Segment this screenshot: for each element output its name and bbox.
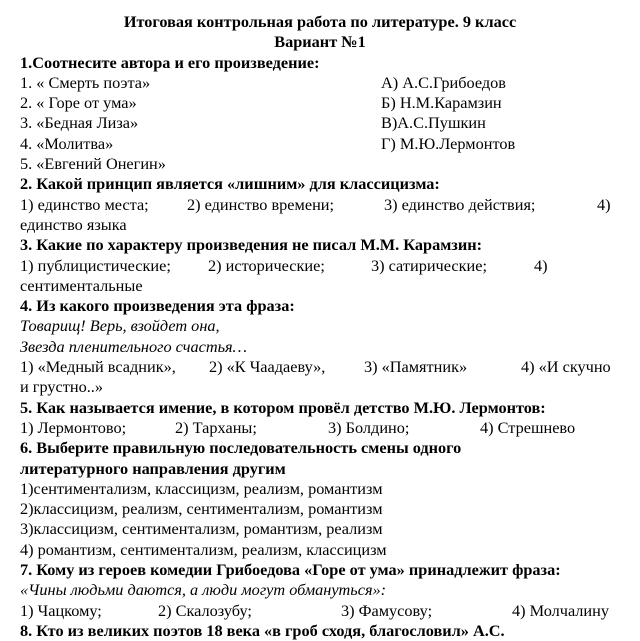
option: 3) Фамусову; xyxy=(341,600,433,620)
option: 4) xyxy=(597,194,611,214)
option: 1)сентиментализм, классицизм, реализм, романтизм xyxy=(20,478,383,498)
option: 4) «И скучно xyxy=(521,357,611,377)
q1-row xyxy=(0,93,640,113)
option: 3) «Памятник» xyxy=(364,357,468,377)
question-8: 8. Кто из великих поэтов 18 века «в гроб сходя, благословил» А.С. xyxy=(20,620,505,640)
q1-author: Б) Н.М.Карамзин xyxy=(381,93,502,113)
question-3: 3. Какие по характеру произведения не писал М.М. Карамзин: xyxy=(20,235,483,255)
option: 3)классицизм, сентиментализм, романтизм, реализм xyxy=(20,519,383,539)
option: 1) публицистические; xyxy=(20,255,171,275)
question-6-cont: литературного направления другим xyxy=(20,458,286,478)
page-title: Итоговая контрольная работа по литературе. 9 класс xyxy=(123,12,517,31)
q2-options xyxy=(0,195,640,215)
q1-row xyxy=(0,73,640,93)
question-4: 4. Из какого произведения эта фраза: xyxy=(20,296,295,316)
option: 2) единство времени; xyxy=(187,194,335,214)
q4-options xyxy=(0,357,640,377)
question-6: 6. Выберите правильную последовательность смены одного xyxy=(20,438,462,458)
option: 4) xyxy=(534,255,548,275)
option: 3) сатирические; xyxy=(371,255,487,275)
option: 2) исторические; xyxy=(208,255,325,275)
option-continuation: сентиментальные xyxy=(20,275,143,295)
option: 2) «К Чаадаеву», xyxy=(209,357,326,377)
option: 2) Тарханы; xyxy=(175,417,257,437)
option: 3) Болдино; xyxy=(328,417,410,437)
quote-line: Товарищ! Верь, взойдет она, xyxy=(20,316,220,336)
option-continuation: и грустно..» xyxy=(20,377,104,397)
option: 4) Молчалину xyxy=(512,600,610,620)
question-2: 2. Какой принцип является «лишним» для классицизма: xyxy=(20,174,440,194)
option: 1) Лермонтово; xyxy=(20,417,127,437)
worksheet xyxy=(0,12,640,641)
q1-work: 4. «Молитва» xyxy=(20,133,114,153)
option: 1) «Медный всадник», xyxy=(20,357,176,377)
q1-author: В)А.С.Пушкин xyxy=(381,113,486,133)
quote-line: Звезда пленительного счастья… xyxy=(20,336,248,356)
option: 2)классицизм, реализм, сентиментализм, романтизм xyxy=(20,499,383,519)
q1-work: 3. «Бедная Лиза» xyxy=(20,113,139,133)
q1-work: 1. « Смерть поэта» xyxy=(20,72,151,92)
q1-author: А) А.С.Грибоедов xyxy=(381,72,506,92)
q1-work: 5. «Евгений Онегин» xyxy=(20,154,166,174)
option: 4) романтизм, сентиментализм, реализм, классицизм xyxy=(20,539,387,559)
variant-title: Вариант №1 xyxy=(274,32,366,52)
option: 4) Стрешнево xyxy=(480,417,576,437)
q7-options xyxy=(0,601,640,621)
q3-options xyxy=(0,256,640,276)
question-7: 7. Кому из героев комедии Грибоедова «Горе от ума» принадлежит фраза: xyxy=(20,560,561,580)
q1-row xyxy=(0,113,640,133)
option: 1) единство места; xyxy=(20,194,149,214)
q5-options xyxy=(0,418,640,438)
q1-work: 2. « Горе от ума» xyxy=(20,93,137,113)
option: 3) единство действия; xyxy=(384,194,536,214)
option: 2) Скалозубу; xyxy=(158,600,252,620)
question-1: 1.Соотнесите автора и его произведение: xyxy=(20,52,320,72)
option: 1) Чацкому; xyxy=(20,600,102,620)
option-continuation: единство языка xyxy=(20,214,127,234)
q1-author: Г) М.Ю.Лермонтов xyxy=(381,133,516,153)
question-5: 5. Как называется имение, в котором провёл детство М.Ю. Лермонтов: xyxy=(20,397,546,417)
q1-row xyxy=(0,134,640,154)
quote-line: «Чины людьми даются, а люди могут обмануться»: xyxy=(20,580,387,600)
